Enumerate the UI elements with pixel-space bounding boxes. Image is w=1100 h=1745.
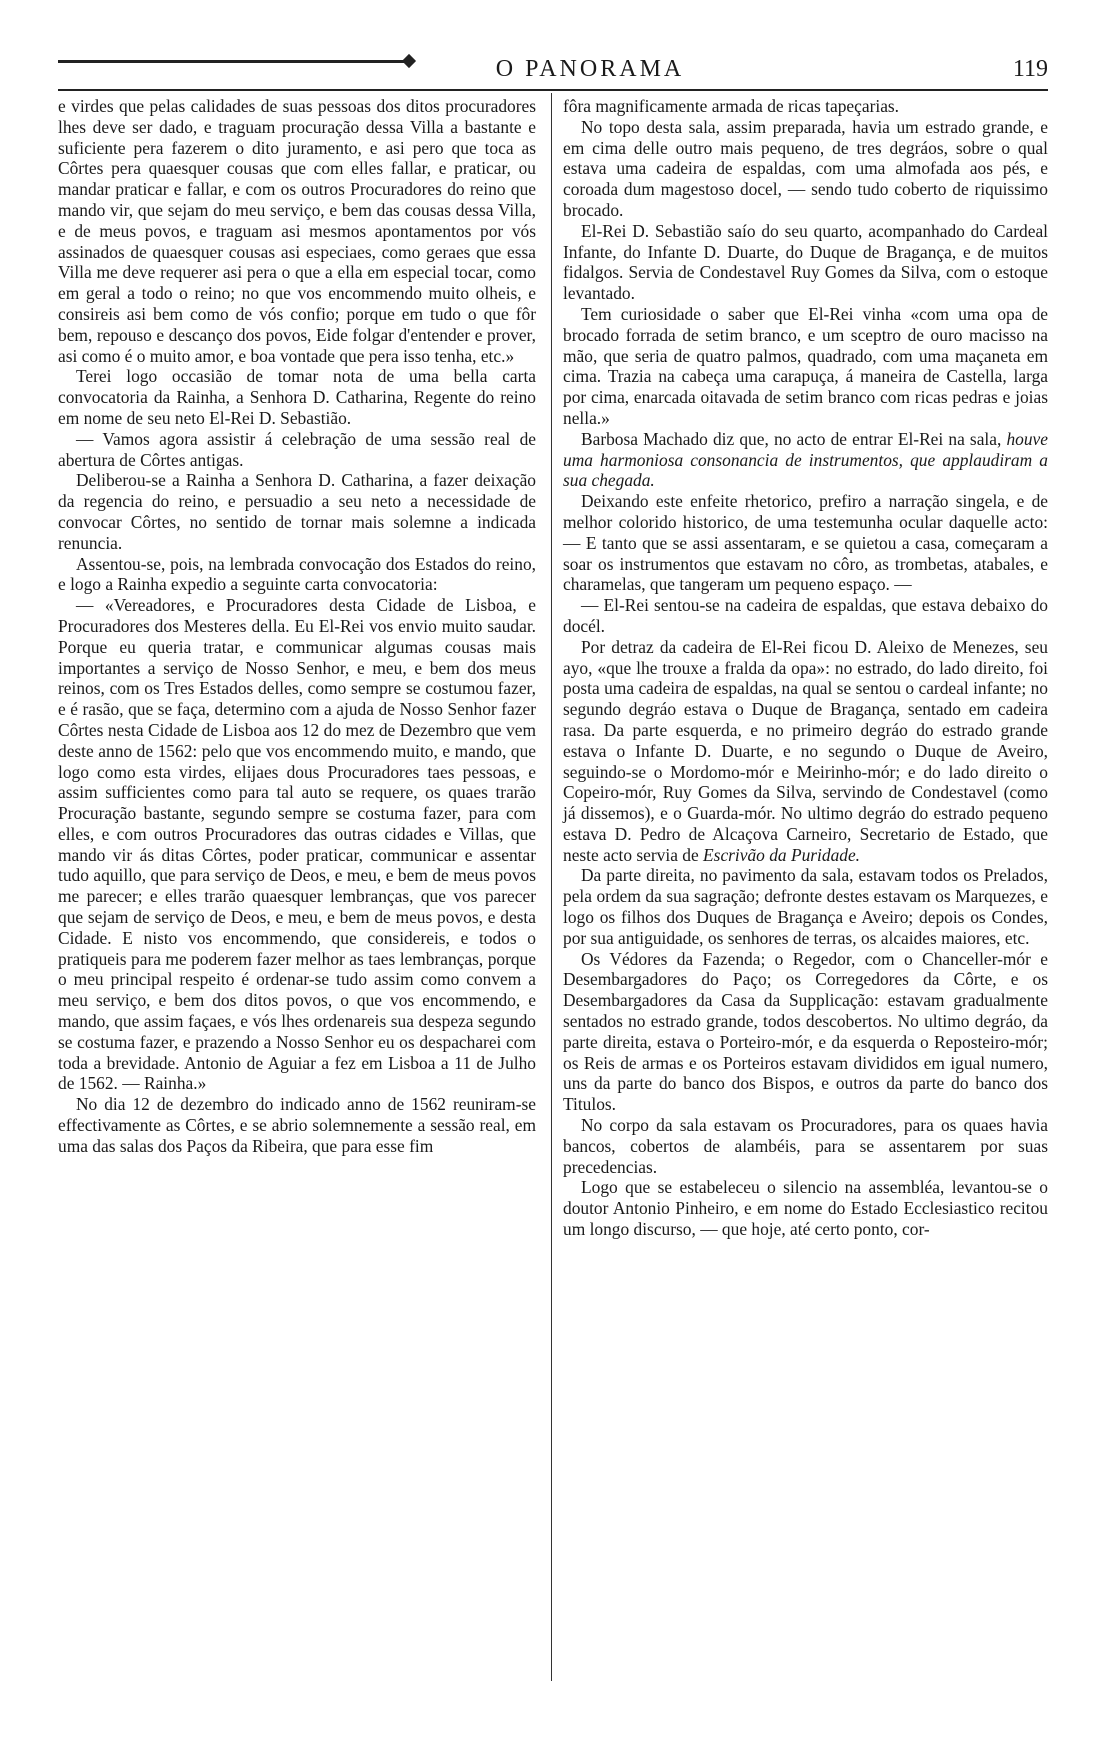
paragraph-text: No topo desta sala, assim preparada, havia um estrado grande, e em cima delle outro mais pequeno, de tres degráos, sobre o qual estava uma cadeira de espaldas, com uma almofada aos pés, e coroada dum magestoso docel, — sendo tudo coberto de riquissimo brocado. (563, 116, 1048, 220)
paragraph (563, 491, 1048, 595)
page-number: 119 (1012, 56, 1048, 82)
paragraph (563, 865, 1048, 948)
paragraph (58, 96, 536, 366)
paragraph (563, 1177, 1048, 1239)
paragraph-text: Por detraz da cadeira de El-Rei ficou D. Aleixo de Menezes, seu ayo, «que lhe trouxe a fralda da opa»: no estrado, do lado direito, foi posta uma cadeira de espaldas, na qual se sentou o cardeal infante; no segundo degráo estava o Duque de Bragança, sentado em cadeira rasa. Da parte esquerda, e no primeiro degráo do estrado grande estava o Infante D. Duarte, e no segundo o Duque de Aveiro, seguindo-se o Mordomo-mór e Meirinho-mór; e do lado direito o Copeiro-mór, Ruy Gomes da Silva, servindo de Condestavel (como já dissemos), e o Guarda-mór. No ultimo degráo do estrado pequeno estava D. Pedro de Alcaçova Carneiro, Secretario de Estado, que neste acto servia de (563, 636, 1048, 865)
masthead-title: O PANORAMA (495, 56, 685, 82)
paragraph-text: e virdes que pelas calidades de suas pessoas dos ditos procuradores lhes deve ser dado, e traguam procuração dessa Villa a bastante e suficiente pera fazerem o dito juramento, e asi pero que toca as Côrtes pera quaesquer cousas que com elles fallar, e praticar, ou mandar praticar e fallar, e com os outros Procuradores do reino que mando vir, que sejam do meu serviço, e bem das cousas dessa Villa, e de meus povos, e traguam asi mesmos apontamentos por vós assinados de quaesquer cousas asi especiaes, como geraes que essa Villa me deve requerer asi pera o que a ella em especial tocar, como em geral a todo o reino; no que vos encommendo muito olheis, e consireis asi bem como de vós confio; porque em tudo o que fôr bem, repouso e descanço dos povos, Eide folgar d'entender e prover, asi como é o muito amor, e boa vontade que pera isso tenha, etc.» (58, 96, 536, 366)
paragraph-text: Barbosa Machado diz que, no acto de entrar El-Rei na sala, (581, 428, 1002, 449)
paragraph (563, 595, 1048, 637)
paragraph (563, 429, 1048, 491)
paragraph (58, 366, 536, 428)
paragraph-text: fôra magnificamente armada de ricas tapeçarias. (563, 96, 900, 116)
paragraph (58, 1094, 536, 1156)
italic-phrase: Escrivão da Puridade. (703, 844, 861, 865)
paragraph-text: Terei logo occasião de tomar nota de uma bella carta convocatoria da Rainha, a Senhora D. Catharina, Regente do reino em nome de seu neto El-Rei D. Sebastião. (58, 366, 536, 428)
paragraph-text: No corpo da sala estavam os Procuradores, para os quaes havia bancos, cobertos de alambéis, para se assentarem por suas precedencias. (563, 1115, 1048, 1177)
column-divider (551, 93, 552, 1681)
paragraph-text: Tem curiosidade o saber que El-Rei vinha «com uma opa de brocado forrada de setim branco, e um sceptro de ouro macisso na mão, que seria de quatro palmos, quadrado, com uma maçaneta em cima. Trazia na cabeça uma carapuça, á maneira de Castella, larga por cima, enarcada oitavada de setim branco com ricas pedras e joias nella.» (563, 303, 1048, 428)
header-divider (58, 89, 1048, 91)
paragraph (58, 554, 536, 596)
paragraph-text: Os Védores da Fazenda; o Regedor, com o Chanceller-mór e Desembargadores do Paço; os Corregedores da Côrte, e os Desembargadores da Casa da Supplicação: estavam gradualmente sentados no estrado grande, todos descobertos. No ultimo degráo, da parte direita, estava o Porteiro-mór, e da esquerda o Reposteiro-mór; os Reis de armas e os Porteiros estavam divididos em igual numero, uns da parte do banco dos Bispos, e outros da parte do banco dos Titulos. (563, 948, 1048, 1115)
paragraph-text: — El-Rei sentou-se na cadeira de espaldas, que estava debaixo do docél. (563, 595, 1048, 636)
paragraph (563, 949, 1048, 1115)
paragraph (58, 470, 536, 553)
paragraph (563, 1115, 1048, 1177)
paragraph-text: Assentou-se, pois, na lembrada convocação dos Estados do reino, e logo a Rainha expedio a seguinte carta convocatoria: (58, 553, 536, 595)
paragraph-text: El-Rei D. Sebastião saío do seu quarto, acompanhado do Cardeal Infante, do Infante D. Duarte, do Duque de Bragança, e de muitos fidalgos. Servia de Condestavel Ruy Gomes da Silva, com o estoque levantado. (563, 220, 1048, 304)
paragraph (58, 595, 536, 1094)
paragraph (563, 304, 1048, 429)
paragraph-text: Logo que se estabeleceu o silencio na assembléa, levantou-se o doutor Antonio Pinheiro, e em nome do Estado Ecclesiastico recitou um longo discurso, — que hoje, até certo ponto, cor- (563, 1177, 1048, 1240)
paragraph (58, 429, 536, 471)
paragraph-text: Deixando este enfeite rhetorico, prefiro a narração singela, e de melhor colorido historico, de uma testemunha ocular daquelle acto: — E tanto que se assi assentaram, e se quietou a casa, começaram a soar os instrumentos que estavam no côro, as trombetas, atabales, e charamelas, que tangeram um pequeno espaço. — (563, 491, 1048, 595)
paragraph-text: — «Vereadores, e Procuradores desta Cidade de Lisboa, e Procuradores dos Mesteres della. Eu El-Rei vos envio muito saudar. Porque eu queria tratar, e communicar algumas cousas mais importantes a serviço de Nosso Senhor, e meu, e bem dos meus reinos, com os Tres Estados delles, como sempre se costumou fazer, e é rasão, que se faça, determino com a ajuda de Nosso Senhor fazer Côrtes nesta Cidade de Lisboa aos 12 do mez de Dezembro que vem deste anno de 1562: pelo que vos encommendo muito, e mando, que logo como esta virdes, elijaes dous Procuradores taes pessoas, e assim sufficientes como para tal auto se requere, os quaes trarão Procuração bastante, segundo sempre se costuma fazer, para com elles, e com outros Procuradores das outras cidades e Villas, que mando vir ás ditas Côrtes, poder praticar, communicar e assentar tudo aquillo, que para serviço de Deos, e meu, e bem de meus povos me parecer; e elles trarão quaesquer lembranças, que vos parecer que sejam de serviço de Deos, e meu, e bem de meus povos, e desta Cidade. E nisto vos encommendo, que considereis, e todos o pratiqueis para me poderem fazer melhor as taes lembranças, porque o meu principal respeito é ordenar-se tudo assim como convem a meu serviço, e bem dos ditos povos, o que vos encommendo, e mando, que assim façaes, e vós lhes ordenareis sua despeza segundo se costuma fazer, e prazendo a Nosso Senhor eu os despacharei com toda a brevidade. Antonio de Aguiar a fez em Lisboa a 11 de Julho de 1562. — Rainha.» (58, 595, 536, 1094)
paragraph-text: No dia 12 de dezembro do indicado anno de 1562 reuniram-se effectivamente as Côrtes, e se abrio solemnemente a sessão real, em uma das salas dos Paços da Ribeira, que para esse fim (58, 1094, 536, 1156)
italic-phrase: houve uma harmoniosa consonancia de instrumentos, que applaudiram a sua chegada. (563, 428, 1048, 491)
right-column (563, 96, 1048, 1240)
paragraph-text: Deliberou-se a Rainha a Senhora D. Catharina, a fazer deixação da regencia do reino, e persuadio a seu neto a necessidade de convocar Côrtes, no sentido de tornar mais solemne a indicada renuncia. (58, 470, 536, 553)
paragraph (563, 117, 1048, 221)
paragraph (563, 221, 1048, 304)
paragraph-text: — Vamos agora assistir á celebração de uma sessão real de abertura de Côrtes antigas. (58, 428, 536, 470)
left-column (58, 96, 536, 1157)
paragraph (563, 96, 1048, 117)
paragraph-text: Da parte direita, no pavimento da sala, estavam todos os Prelados, pela ordem da sua sagração; defronte destes estavam os Marquezes, e logo os filhos dos Duques de Bragança e Aveiro; depois os Condes, por sua antiguidade, os senhores de terras, os alcaides maiores, etc. (563, 865, 1048, 948)
paragraph (563, 637, 1048, 866)
header-ornamental-rule (58, 60, 408, 63)
